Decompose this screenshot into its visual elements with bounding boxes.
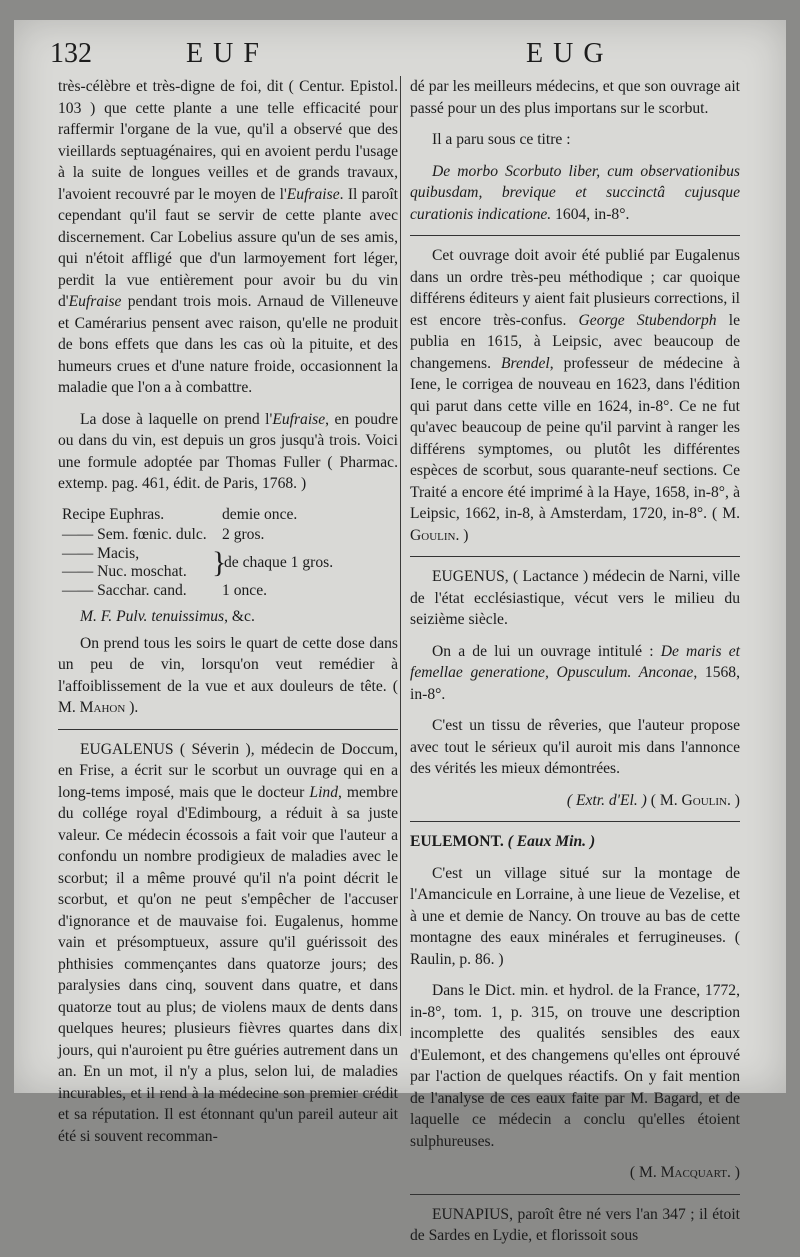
entry-eugalenus: EUGALENUS ( Séverin ), médecin de Doccum, en Frise, a écrit sur le scorbut un ouvrage qui en a long-tems imposé, mais que le docteur Lind, membre du collége royal d'Edimbourg, a réduit à sa juste valeur. Ce médecin écossois a fait voir que l'auteur a confondu un nombre prodigieux de maladies avec le scorbut; il a même prouvé qu'il n'a point décrit le scorbut, et qu'on ne peut s'empêcher de l'accuser d'ignorance et de mauvaise foi. Eugalenus, homme vain et présomptueux, assure qu'il guérissoit des phthisies commençantes dans quatorze jours; des paralysies dans cinq, souvent dans quatre, et dans quatorze tout au plus; de violens maux de dents dans quelques heures; plusieurs fièvres quartes dans dix jours, qui n'auroient pu être guéries autrement dans un an. En un mot, il n'y a plus, selon lui, de maladies incurables, et il rend à la médecine son premier crédit et sa réputation. Il est étonnant qu'un pareil auteur ait été si souvent recomman- — [58, 740, 399, 1145]
attribution: ( M. Goulin. ) — [410, 505, 740, 544]
paragraph-usage: On prend tous les soirs le quart de cette dose dans un peu de vin, lorsqu'on veut remédier à l'affoiblissement de la vue et aux douleurs de tête. ( M. Mahon ). — [58, 634, 398, 716]
paragraph-critique: C'est un tissu de rêveries, que l'auteur propose avec tout le sérieux qu'il auroit mis dans l'annonce des vérités les mieux démontrées. — [410, 717, 740, 777]
book-page — [14, 20, 786, 1244]
paragraph-title-intro: Il a paru sous ce titre : — [432, 131, 571, 148]
recipe-ingredient: Recipe Euphras. — [62, 505, 165, 523]
recipe-row — [58, 505, 398, 525]
recipe-row — [58, 525, 398, 545]
recipe-ingredient: —— Nuc. moschat. — [62, 562, 187, 580]
recipe-quantity: de chaque 1 gros. — [224, 553, 334, 571]
attribution-line: ( M. Macquart. ) — [629, 1164, 740, 1181]
recipe-formula-line: M. F. Pulv. tenuissimus , &c. — [80, 607, 255, 625]
recipe-row — [58, 581, 398, 601]
entry-eunapius: EUNAPIUS, paroît être né vers l'an 347 ; il étoit de Sardes en Lydie, et florissoit sous — [410, 1205, 740, 1244]
paragraph-continuation: dé par les meilleurs médecins, et que son ouvrage ait passé pour un des plus importans sur le scorbut. — [410, 78, 740, 117]
left-running-head: EUF — [186, 38, 269, 69]
recipe-ingredient: —— Macis, — [62, 544, 140, 562]
right-running-head: EUG — [526, 38, 614, 69]
paragraph-work: On a de lui un ouvrage intitulé : De maris et femellae generatione, Opusculum. Anconae, 1568, in-8°. — [410, 642, 740, 703]
paragraph-book-title: De morbo Scorbuto liber, cum observationibus quibusdam, brevique et succinctâ cujusque curationis indicatione. 1604, in-8°. — [410, 162, 740, 223]
brace-glyph: } — [212, 545, 227, 579]
section-rule — [410, 1194, 740, 1195]
paragraph-eufraise-efficacy: très-célèbre et très-digne de foi, dit ( Centur. Epistol. 103 ) que cette plante a une telle efficacité pour raffermir l'organe de la vue, qu'il a observé que des vieillards septuagénaires, qui en avoient perdu l'usage à la suite de longues veilles et de grands travaux, l'avoient recouvré par le moyen de l'Eufraise. Il paroît cependant qu'il faut se servir de cette plante avec discernement. Car Lobelius assure qu'un de ses amis, qui n'étoit affligé que d'un larmoyement fort léger, perdit la vue entièrement pour avoir bu du vin d'Eufraise pendant trois mois. Arnaud de Villeneuve et Camérarius pensent avec raison, qu'elle ne produit de bons effets que dans les cas où la pituite, et des humeurs crues et d'une nature froide, occasionnent la maladie que l'on a à combattre. — [58, 78, 398, 396]
entry-heading-eulemont: EULEMONT. ( Eaux Min. ) — [410, 833, 596, 850]
recipe-quantity: demie once. — [222, 505, 298, 523]
recipe-quantity: 2 gros. — [222, 525, 265, 543]
section-rule — [410, 821, 740, 822]
section-rule — [410, 235, 740, 236]
page-number: 132 — [50, 38, 92, 69]
recipe-ingredient: —— Sacchar. cand. — [62, 581, 187, 599]
section-rule — [58, 729, 398, 730]
attribution: ( M. Mahon ). — [58, 677, 398, 716]
paragraph-dose: La dose à laquelle on prend l'Eufraise, en poudre ou dans du vin, est depuis un gros jusqu'à trois. Voici une formule adoptée par Thomas Fuller ( Pharmac. extemp. pag. 461, édit. de Paris, 1768. ) — [58, 410, 398, 492]
running-header — [14, 38, 786, 78]
paragraph-dictionary: Dans le Dict. min. et hydrol. de la France, 1772, in-8°, tom. 1, p. 315, on trouve une description incomplette des qualités sensibles des eaux d'Eulemont, et des changemens qu'elles ont éprouvé par l'action de quelques réactifs. On y fait mention de l'analyse de ces eaux faite par M. Bagard, et de laquelle ce médecin a conclu qu'elles étoient sulphureuses. — [410, 982, 740, 1150]
paragraph-editions: Cet ouvrage doit avoir été publié par Eugalenus dans un ordre très-peu méthodique ; car quoique différens éditeurs y aient fait plusieurs corrections, il est encore très-confus. George Stubendorph le publia en 1615, à Leipsic, avec beaucoup de changemens. Brendel, professeur de médecine à Iene, le corrigea de nouveau en 1623, dans l'édition qui parut dans cette ville en 1624, in-8°. Ce ne fut qu'avec beaucoup de peine qu'il parvint à ranger les différens symptomes, ou plutôt les différentes espèces de scorbut, sous quarante-neuf sections. Ce Traité a encore été imprimé à la Haye, 1658, in-8°, à Leipsic, 1662, in-8, à Amsterdam, 1720, in-8°. ( M. Goulin. ) — [410, 247, 740, 544]
entry-eugenus: EUGENUS, ( Lactance ) médecin de Narni, ville de l'état ecclésiastique, vécut vers le milieu du seizième siècle. — [410, 568, 740, 628]
attribution-line: ( Extr. d'El. ) ( M. Goulin. ) — [566, 791, 740, 809]
column-divider — [400, 76, 401, 1036]
recipe-formula — [58, 505, 398, 627]
recipe-ingredient: —— Sem. fœnic. dulc. — [62, 525, 207, 543]
right-column — [410, 76, 740, 1257]
recipe-row-group — [58, 545, 398, 581]
left-column — [58, 76, 398, 1157]
recipe-quantity: 1 once. — [222, 581, 268, 599]
section-rule — [410, 556, 740, 557]
paragraph-village: C'est un village situé sur la montage de l'Amancicule en Lorraine, à une lieue de Vezelise, et à une et demie de Nancy. On trouve au bas de cette montagne des eaux minérales et ferrugineuses. ( Raulin, p. 86. ) — [410, 864, 740, 968]
